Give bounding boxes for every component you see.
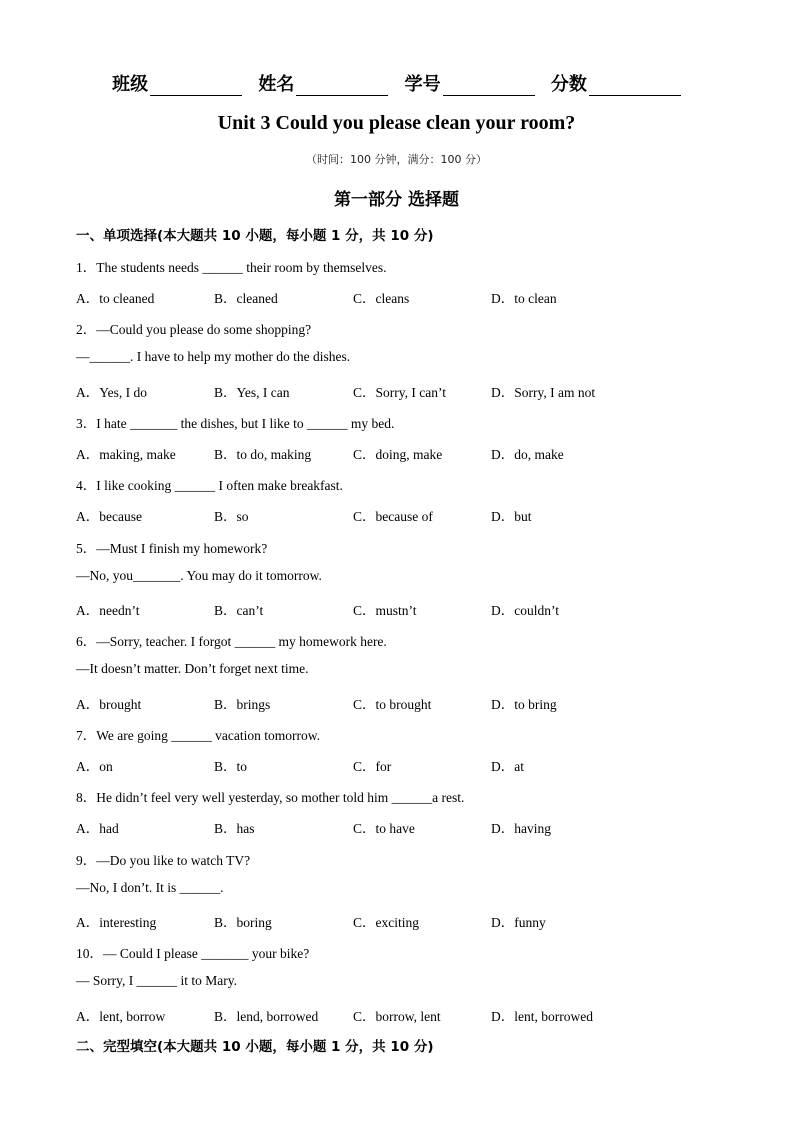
question-3-stem: 3．I hate _______ the dishes, but I like to ______ my bed.: [76, 416, 395, 431]
page-title: Unit 3 Could you please clean your room?: [217, 112, 576, 134]
question-5-option-b: B．can’t: [214, 603, 264, 618]
question-7-option-a: A．on: [76, 759, 113, 774]
id-blank: [443, 77, 535, 96]
question-3-options: [76, 443, 696, 461]
score-field: [551, 70, 681, 96]
student-info-row: [0, 70, 793, 96]
question-6-option-c: C．to brought: [353, 697, 432, 712]
question-9-option-b: B．boring: [214, 915, 272, 930]
question-9-reply: —No, I don’t. It is ______.: [76, 880, 224, 895]
question-5-option-c: C．mustn’t: [353, 603, 417, 618]
id-label: 学号: [404, 74, 441, 95]
question-1-option-b: B．cleaned: [214, 291, 278, 306]
class-label: 班级: [112, 74, 149, 95]
question-4-options: [76, 505, 696, 523]
question-7-options: [76, 755, 696, 773]
question-10-reply: — Sorry, I ______ it to Mary.: [76, 973, 237, 988]
question-10-options: [76, 1005, 696, 1023]
section-heading-single-choice: 一、单项选择(本大题共 10 小题，每小题 1 分，共 10 分): [76, 228, 434, 244]
question-1-stem: 1．The students needs ______ their room by themselves.: [76, 260, 387, 275]
question-2-options: [76, 381, 696, 399]
question-5-options: [76, 599, 696, 617]
question-4-option-c: C．because of: [353, 509, 433, 524]
question-6-option-d: D．to bring: [491, 697, 557, 712]
part-title: 第一部分 选择题: [334, 190, 459, 210]
id-field: [405, 70, 535, 96]
name-label: 姓名: [258, 74, 295, 95]
question-6-options: [76, 693, 696, 711]
question-6-option-b: B．brings: [214, 697, 271, 712]
question-10-option-b: B．lend, borrowed: [214, 1009, 319, 1024]
question-2-stem: 2．—Could you please do some shopping?: [76, 322, 312, 337]
question-1-option-d: D．to clean: [491, 291, 557, 306]
question-3-option-a: A．making, make: [76, 447, 176, 462]
question-6-option-a: A．brought: [76, 697, 142, 712]
question-1-option-c: C．cleans: [353, 291, 410, 306]
question-4-option-a: A．because: [76, 509, 142, 524]
class-blank: [150, 77, 242, 96]
question-10-option-c: C．borrow, lent: [353, 1009, 441, 1024]
question-8-option-d: D．having: [491, 821, 551, 836]
class-field: [112, 70, 242, 96]
time-and-score-note: （时间：100 分钟，满分：100 分）: [306, 153, 487, 166]
question-10-stem: 10．— Could I please _______ your bike?: [76, 946, 310, 961]
question-3-option-d: D．do, make: [491, 447, 564, 462]
name-blank: [296, 77, 388, 96]
question-7-option-c: C．for: [353, 759, 392, 774]
name-field: [258, 70, 388, 96]
question-8-option-c: C．to have: [353, 821, 415, 836]
question-8-options: [76, 817, 696, 835]
question-2-option-a: A．Yes, I do: [76, 385, 148, 400]
question-2-option-b: B．Yes, I can: [214, 385, 290, 400]
question-8-option-a: A．had: [76, 821, 119, 836]
question-10-option-a: A．lent, borrow: [76, 1009, 166, 1024]
question-2-option-d: D．Sorry, I am not: [491, 385, 596, 400]
score-label: 分数: [550, 74, 587, 95]
question-6-reply: —It doesn’t matter. Don’t forget next time.: [76, 661, 309, 676]
question-9-options: [76, 911, 696, 929]
question-9-stem: 9．—Do you like to watch TV?: [76, 853, 251, 868]
question-4-option-d: D．but: [491, 509, 532, 524]
question-5-stem: 5．—Must I finish my homework?: [76, 541, 268, 556]
question-4-stem: 4．I like cooking ______ I often make breakfast.: [76, 478, 343, 493]
question-7-option-b: B．to: [214, 759, 248, 774]
question-6-stem: 6．—Sorry, teacher. I forgot ______ my homework here.: [76, 634, 387, 649]
question-8-option-b: B．has: [214, 821, 255, 836]
question-4-option-b: B．so: [214, 509, 249, 524]
question-10-option-d: D．lent, borrowed: [491, 1009, 593, 1024]
question-7-stem: 7．We are going ______ vacation tomorrow.: [76, 728, 320, 743]
question-9-option-a: A．interesting: [76, 915, 157, 930]
score-blank: [589, 77, 681, 96]
question-5-reply: —No, you_______. You may do it tomorrow.: [76, 568, 322, 583]
section-heading-cloze: 二、完型填空(本大题共 10 小题，每小题 1 分，共 10 分): [76, 1039, 434, 1055]
question-9-option-c: C．exciting: [353, 915, 419, 930]
question-3-option-b: B．to do, making: [214, 447, 312, 462]
question-3-option-c: C．doing, make: [353, 447, 443, 462]
question-1-options: [76, 287, 696, 305]
question-2-reply: —______. I have to help my mother do the dishes.: [76, 349, 351, 364]
question-2-option-c: C．Sorry, I can’t: [353, 385, 446, 400]
question-1-option-a: A．to cleaned: [76, 291, 155, 306]
question-5-option-a: A．needn’t: [76, 603, 140, 618]
question-9-option-d: D．funny: [491, 915, 546, 930]
question-7-option-d: D．at: [491, 759, 524, 774]
question-8-stem: 8．He didn’t feel very well yesterday, so mother told him ______a rest.: [76, 790, 465, 805]
question-5-option-d: D．couldn’t: [491, 603, 559, 618]
